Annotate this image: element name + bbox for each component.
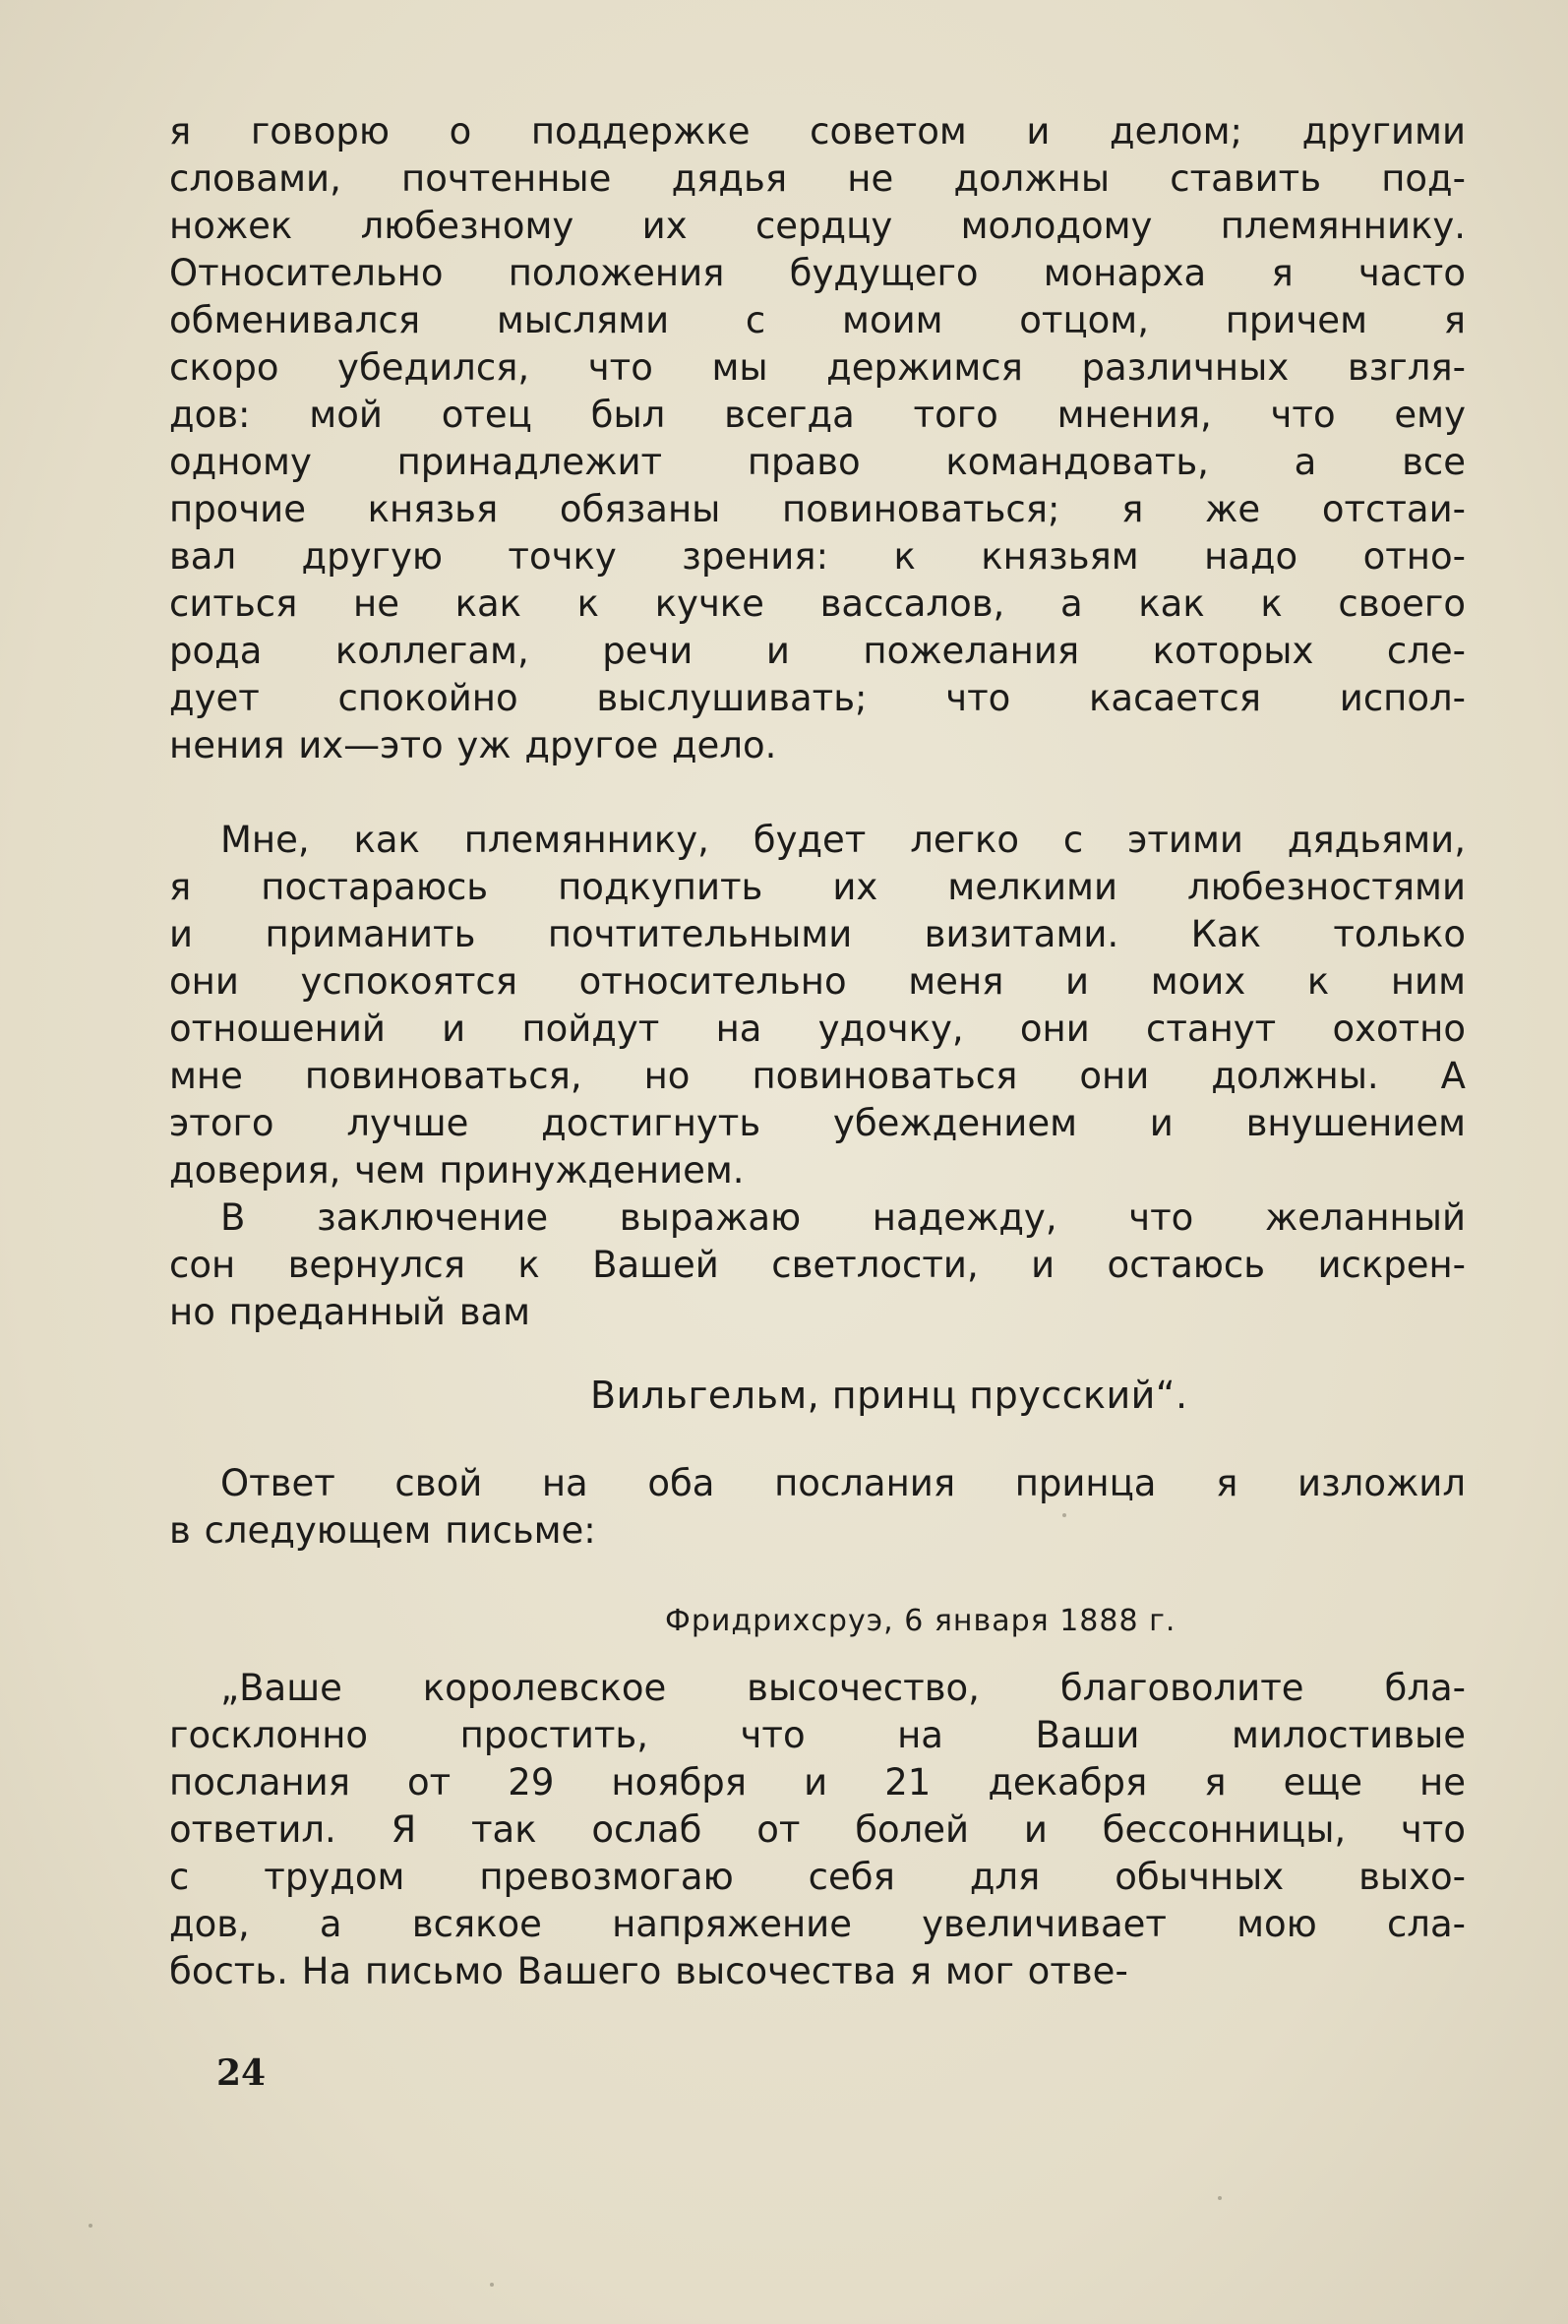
text-line: прочие князья обязаны повиноваться; я же отстаи- (169, 488, 1466, 530)
text-line: одному принадлежит право командовать, а все (169, 441, 1466, 483)
text-line: я говорю о поддержке советом и делом; другими (169, 110, 1466, 153)
text-line: я постараюсь подкупить их мелкими любезностями (169, 866, 1466, 908)
text-line: вал другую точку зрения: к князьям надо отно- (169, 535, 1466, 578)
text-line: ответил. Я так ослаб от болей и бессонницы, что (169, 1808, 1466, 1851)
paragraph (169, 1665, 1466, 1995)
text-line: обменивался мыслями с моим отцом, причем я (169, 299, 1466, 341)
text-line: они успокоятся относительно меня и моих к ним (169, 960, 1466, 1003)
text-line: рода коллегам, речи и пожелания которых сле- (169, 630, 1466, 672)
text-line: В заключение выражаю надежду, что желанный (220, 1196, 1466, 1239)
text-line: ножек любезному их сердцу молодому племяннику. (169, 205, 1466, 247)
text-line: дов: мой отец был всегда того мнения, что ему (169, 394, 1466, 436)
text-line: но преданный вам (169, 1291, 531, 1333)
text-line: словами, почтенные дядья не должны ставить под- (169, 157, 1466, 200)
text-line: сон вернулся к Вашей светлости, и остаюсь искрен- (169, 1244, 1466, 1286)
paper-speck (89, 2224, 92, 2228)
text-line: в следующем письме: (169, 1509, 596, 1552)
paragraph (169, 817, 1466, 1194)
text-line: с трудом превозмогаю себя для обычных выхо- (169, 1856, 1466, 1898)
text-line: доверия, чем принуждением. (169, 1149, 745, 1192)
paragraph (169, 1194, 1466, 1336)
text-line: нения их—это уж другое дело. (169, 724, 777, 766)
text-line: и приманить почтительными визитами. Как только (169, 913, 1466, 955)
paper-speck (1062, 1513, 1066, 1517)
text-line: скоро убедился, что мы держимся различных взгля- (169, 346, 1466, 389)
text-line: послания от 29 ноября и 21 декабря я еще не (169, 1761, 1466, 1804)
text-line: Мне, как племяннику, будет легко с этими дядьями, (220, 819, 1466, 861)
text-line: „Ваше королевское высочество, благоволите бла- (220, 1667, 1466, 1709)
paragraph (169, 1460, 1466, 1555)
text-line: мне повиноваться, но повиноваться они должны. А (169, 1055, 1466, 1097)
page-number: 24 (216, 2052, 267, 2094)
text-line: отношений и пойдут на удочку, они станут охотно (169, 1008, 1466, 1050)
text-line: этого лучше достигнуть убеждением и внушением (169, 1102, 1466, 1144)
text-line: госклонно простить, что на Ваши милостивые (169, 1714, 1466, 1756)
paragraph (169, 108, 1466, 769)
text-line: Относительно положения будущего монарха я часто (169, 252, 1466, 294)
text-line: Ответ свой на оба послания принца я изложил (220, 1462, 1466, 1504)
letter-dateline: Фридрихсруэ, 6 января 1888 г. (665, 1604, 1176, 1638)
text-line: бость. На письмо Вашего высочества я мог отве- (169, 1950, 1128, 1992)
text-line: ситься не как к кучке вассалов, а как к своего (169, 582, 1466, 625)
paper-speck (490, 2283, 494, 2287)
text-line: дует спокойно выслушивать; что касается испол- (169, 677, 1466, 719)
text-line: дов, а всякое напряжение увеличивает мою сла- (169, 1903, 1466, 1945)
paper-speck (1218, 2196, 1222, 2200)
letter-signature: Вильгельм, принц прусский“. (590, 1374, 1188, 1417)
